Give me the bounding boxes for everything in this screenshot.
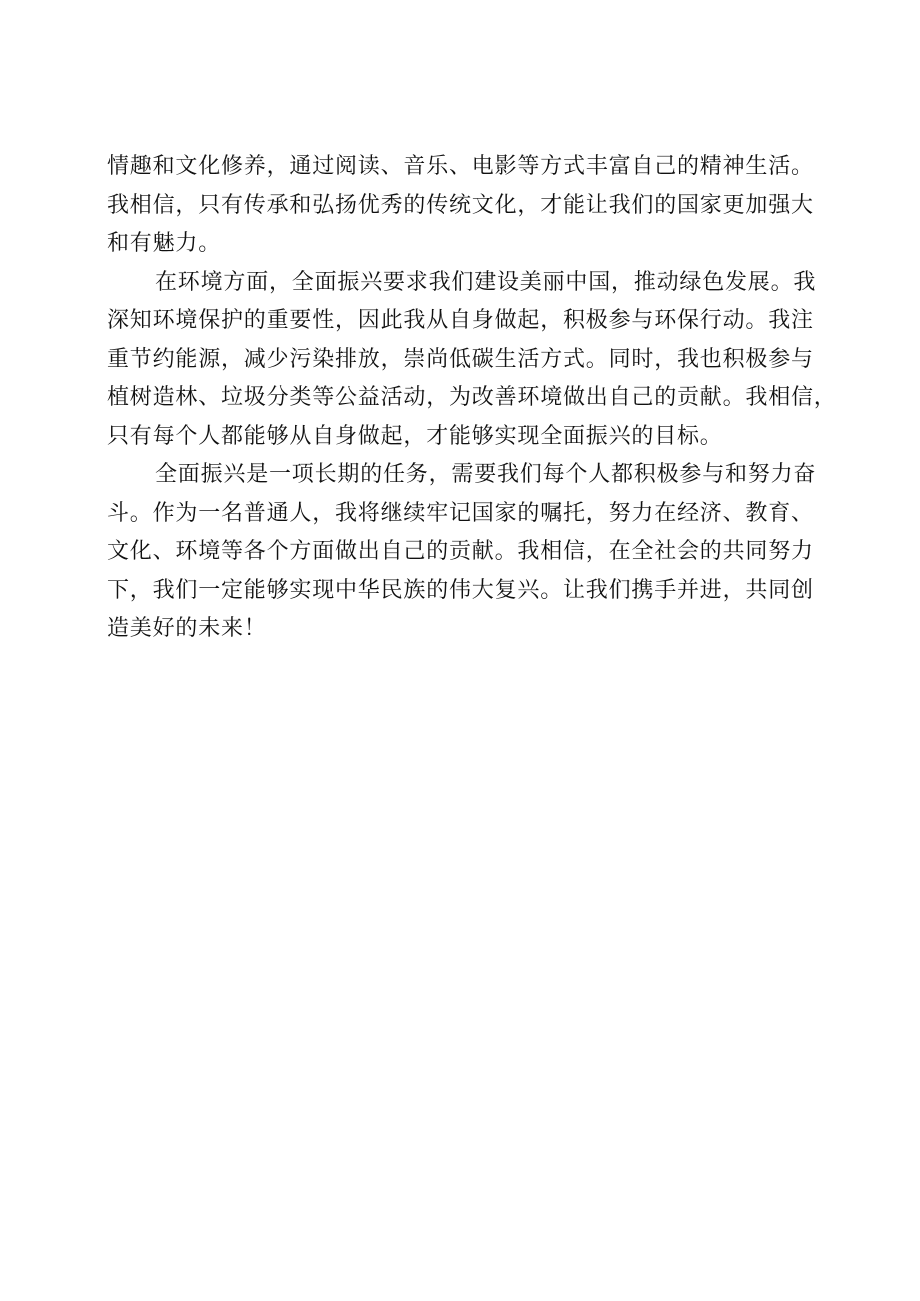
text-line: 造美好的未来！: [107, 616, 267, 641]
paragraph-conclusion: [107, 456, 867, 649]
text-line: 重节约能源，减少污染排放，崇尚低碳生活方式。同时，我也积极参与: [107, 346, 814, 372]
text-line: 植树造林、垃圾分类等公益活动，为改善环境做出自己的贡献。我相信，: [107, 385, 837, 410]
text-line: 只有每个人都能够从自身做起，才能够实现全面振兴的目标。: [107, 423, 723, 449]
text-line: 斗。作为一名普通人，我将继续牢记国家的嘱托，努力在经济、教育、: [107, 500, 814, 526]
text-line: 下，我们一定能够实现中华民族的伟大复兴。让我们携手并进，共同创: [107, 577, 814, 603]
body-text: [107, 148, 867, 649]
paragraph-culture: [107, 148, 867, 264]
text-line: 情趣和文化修养，通过阅读、音乐、电影等方式丰富自己的精神生活。: [107, 154, 814, 179]
text-line: 我相信，只有传承和弘扬优秀的传统文化，才能让我们的国家更加强大: [107, 192, 814, 218]
text-line: 在环境方面，全面振兴要求我们建设美丽中国，推动绿色发展。我: [155, 269, 817, 295]
text-line: 和有魅力。: [107, 231, 222, 256]
text-line: 文化、环境等各个方面做出自己的贡献。我相信，在全社会的共同努力: [107, 539, 814, 564]
text-line: 深知环境保护的重要性，因此我从自身做起，积极参与环保行动。我注: [107, 308, 814, 333]
text-line: 全面振兴是一项长期的任务，需要我们每个人都积极参与和努力奋: [155, 462, 817, 487]
paragraph-environment: [107, 264, 867, 457]
